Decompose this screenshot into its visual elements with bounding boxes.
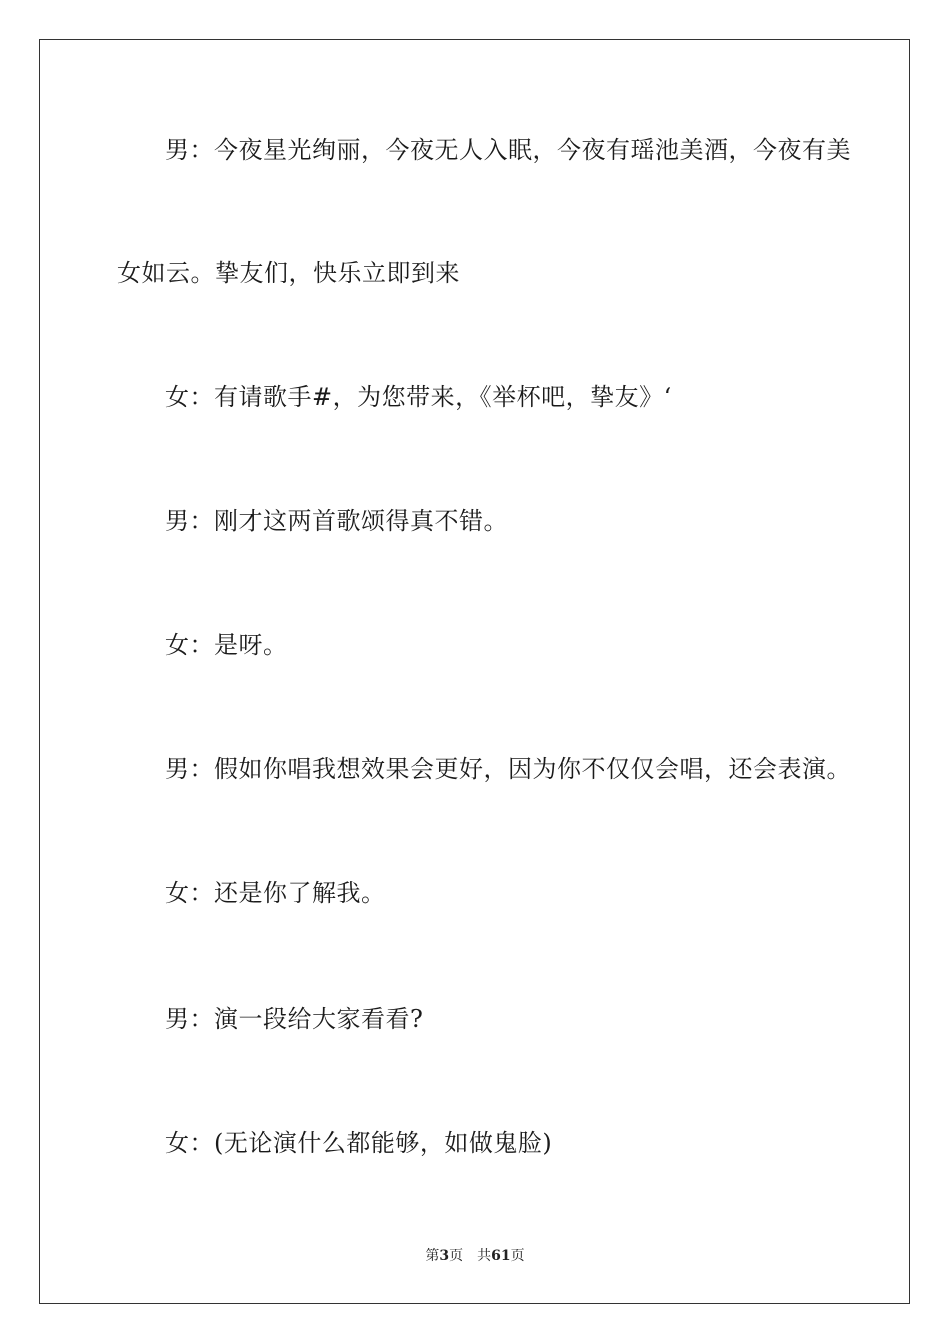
dialogue-line-1-continued: 女如云。挚友们，快乐立即到来 (117, 259, 460, 287)
dialogue-line-7: 男：演一段给大家看看? (165, 1005, 424, 1033)
dialogue-line-4: 女：是呀。 (165, 631, 288, 659)
dialogue-line-2: 女：有请歌手#，为您带来，《举杯吧，挚友》‘ (165, 383, 672, 411)
dialogue-line-6: 女：还是你了解我。 (165, 879, 386, 907)
page-border (39, 39, 910, 1304)
dialogue-line-5: 男：假如你唱我想效果会更好，因为你不仅仅会唱，还会表演。 (165, 755, 851, 783)
total-suffix: 页 (510, 1248, 525, 1264)
total-pages: 61 (491, 1248, 511, 1264)
dialogue-line-3: 男：刚才这两首歌颂得真不错。 (165, 507, 508, 535)
dialogue-line-1: 男：今夜星光绚丽，今夜无人入眠，今夜有瑶池美酒，今夜有美 (165, 136, 851, 164)
page-prefix: 第 (425, 1248, 440, 1264)
total-prefix: 共 (477, 1248, 492, 1264)
page-suffix: 页 (449, 1248, 464, 1264)
page-footer (0, 1248, 950, 1264)
dialogue-line-8: 女：(无论演什么都能够，如做鬼脸) (165, 1129, 553, 1157)
page-number: 3 (439, 1248, 450, 1264)
